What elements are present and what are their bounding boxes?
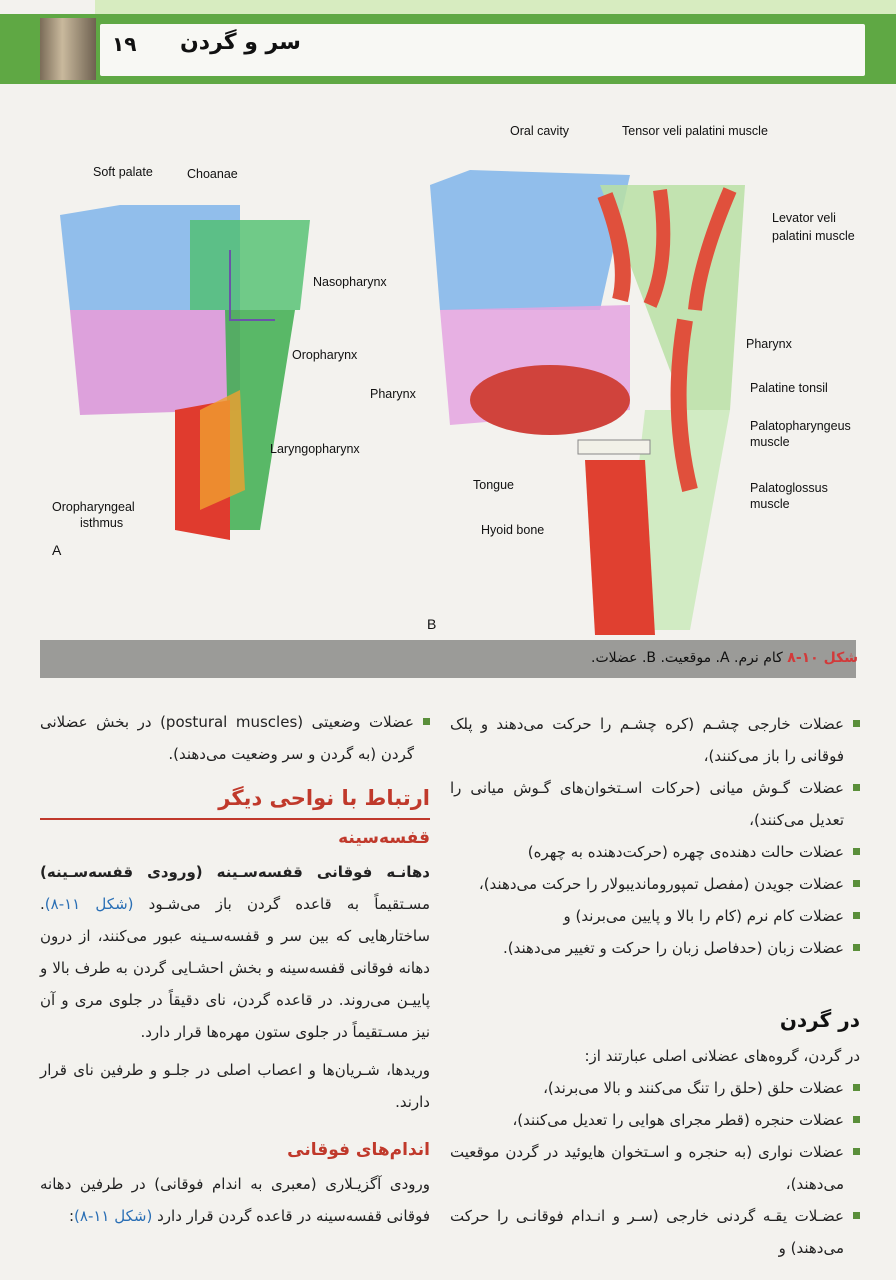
list-item: عضلات حلق (حلق را تنگ می‌کنند و بالا می‌برند)، <box>450 1072 860 1104</box>
label-panel-a: A <box>52 542 62 558</box>
upper-limb-heading: اندام‌های فوقانی <box>287 1140 430 1160</box>
caption-tag: شکل ۱۰-۸ <box>787 650 858 666</box>
upper-limb-paragraph <box>40 1168 430 1232</box>
top-strip <box>95 0 896 14</box>
label-choanae: Choanae <box>187 167 238 181</box>
panel-a-drawing <box>60 205 310 540</box>
label-oral-cavity: Oral cavity <box>510 124 570 138</box>
label-palatopharyngeus-2: muscle <box>750 435 790 449</box>
label-levator-1: Levator veli <box>772 211 836 225</box>
list-item: عضلات گـوش میانی (حرکات اسـتخوان‌های گـوش میانی را تعدیل می‌کنند)، <box>450 772 860 836</box>
label-oropharyngeal-isthmus-2: isthmus <box>80 516 124 530</box>
list-item: عضلات خارجی چشـم (کره چشـم را حرکت می‌دهند و پلک فوقانی را باز می‌کنند)، <box>450 708 860 772</box>
panel-b-drawing <box>430 170 745 635</box>
label-oropharyngeal-isthmus-1: Oropharyngeal <box>52 500 135 514</box>
figure-reference[interactable]: (شکل ۱۱-۸) <box>74 1207 153 1225</box>
header-thumbnail <box>40 18 96 80</box>
label-panel-b: B <box>427 616 437 632</box>
label-hyoid: Hyoid bone <box>481 523 545 537</box>
section-title: ارتباط با نواحی دیگر <box>40 782 430 820</box>
limb-end: : <box>68 1207 75 1225</box>
list-item: عضلات زبان (حدفاصل زبان را حرکت و تغییر می‌دهند). <box>450 932 860 964</box>
label-pharynx-a: Pharynx <box>370 387 416 401</box>
figure-illustration <box>30 110 870 640</box>
page-number: ۱۹ <box>112 32 137 56</box>
label-nasopharynx: Nasopharynx <box>313 275 387 289</box>
label-palatine-tonsil: Palatine tonsil <box>750 381 828 395</box>
label-oropharynx: Oropharynx <box>292 348 358 362</box>
label-tongue: Tongue <box>473 478 515 492</box>
list-item: عضلات جویدن (مفصل تمپوروماندیبولار را حرکت می‌دهند)، <box>450 868 860 900</box>
vessels-paragraph: وریدها، شـریان‌ها و اعصاب اصلی در جلـو و طرفین نای قرار دارند. <box>40 1061 430 1111</box>
label-palatoglossus-2: muscle <box>750 497 790 511</box>
right-column <box>450 708 860 1264</box>
neck-heading: در گردن <box>779 1008 860 1032</box>
limb-text: ورودی آگزیـلاری (معبری به اندام فوقانی) در طرفین دهانه فوقانی قفسه‌سینه در قاعده گردن قرار دارد <box>40 1175 430 1225</box>
thorax-heading: قفسه‌سینه <box>338 828 430 848</box>
label-palatoglossus-1: Palatoglossus <box>750 481 828 495</box>
label-palatopharyngeus-1: Palatopharyngeus <box>750 419 851 433</box>
list-item: عضلات نواری (به حنجره و اسـتخوان هایوئید در گردن موقعیت می‌دهند)، <box>450 1136 860 1200</box>
label-soft-palate: Soft palate <box>93 165 153 179</box>
chapter-title: سر و گردن <box>180 30 301 55</box>
list-item: عضلات کام نرم (کام را بالا و پایین می‌برند) و <box>450 900 860 932</box>
neck-intro: در گردن، گروه‌های عضلانی اصلی عبارتند از: <box>584 1047 860 1065</box>
list-item: عضلات حنجره (قطر مجرای هوایی را تعدیل می‌کنند)، <box>450 1104 860 1136</box>
caption-text: کام نرم. A. موقعیت. B. عضلات. <box>591 650 783 666</box>
thorax-paragraph <box>40 856 430 1048</box>
thorax-text-b: . ساختارهایی که بین سر و قفسه‌سـینه عبور می‌کنند، از درون دهانه فوقانی قفسه‌سینه و بخش احشـایی گردن به طرف بالا و پاییـن می‌روند. در قاعده گردن، نای دقیقاً در جلوی مری و آن نیز مسـتقیماً در جلوی ستون مهره‌ها قرار دارد. <box>40 895 430 1041</box>
list-item: عضـلات یقـه گردنی خارجی (سـر و انـدام فوقانـی را حرکت می‌دهند) و <box>450 1200 860 1264</box>
thorax-text-a: مسـتقیماً به قاعده گردن باز می‌شـود <box>133 895 430 913</box>
figure <box>30 110 870 640</box>
list-item: عضلات وضعیتی (postural muscles) در بخش عضلانی گردن (به گردن و سر وضعیت می‌دهند). <box>40 706 430 770</box>
left-column <box>40 706 430 1232</box>
label-pharynx-b: Pharynx <box>746 337 792 351</box>
thorax-bold: دهانـه فوقانی قفسه‌سـینه (ورودی قفسه‌سـینه) <box>40 863 430 881</box>
label-tensor: Tensor veli palatini muscle <box>622 124 768 138</box>
list-item: عضلات حالت دهنده‌ی چهره (حرکت‌دهنده به چهره) <box>450 836 860 868</box>
figure-reference[interactable]: (شکل ۱۱-۸) <box>44 895 134 913</box>
label-levator-2: palatini muscle <box>772 229 855 243</box>
figure-caption <box>591 650 858 666</box>
label-laryngopharynx: Laryngopharynx <box>270 442 360 456</box>
